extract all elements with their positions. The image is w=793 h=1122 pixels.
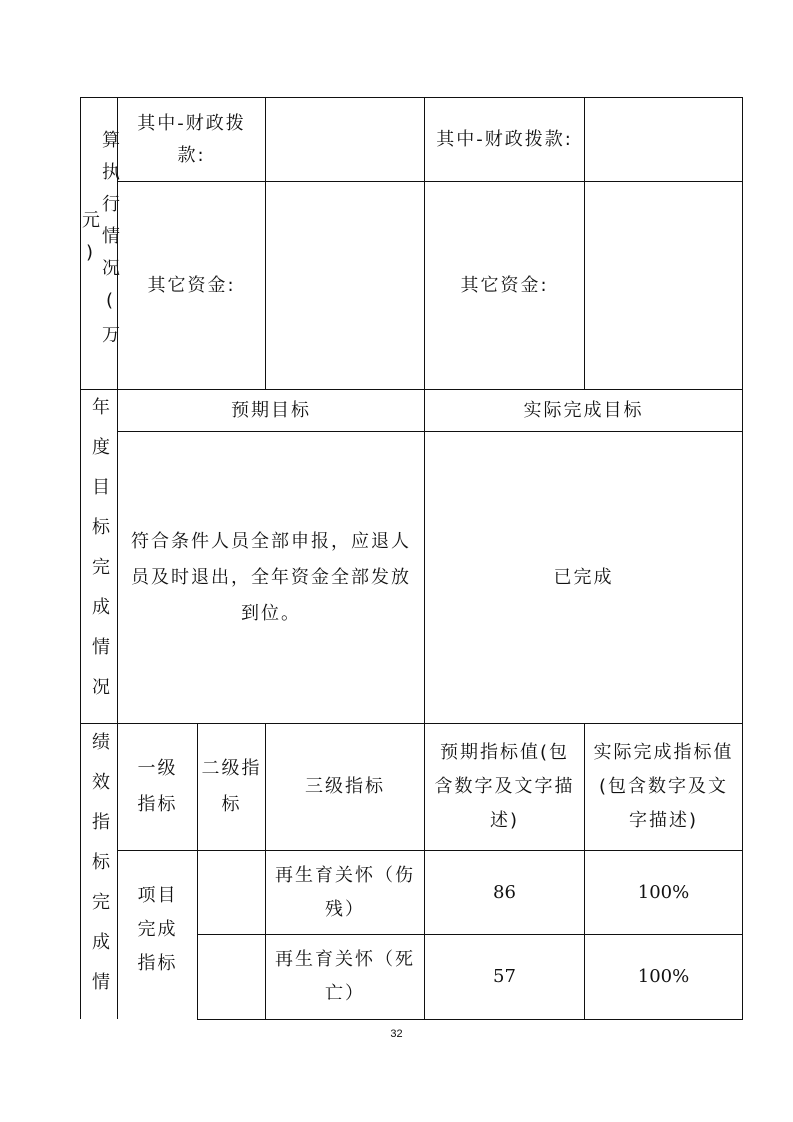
section-label-performance: [81, 724, 117, 1019]
level3-indicator-header: 三级指标: [305, 776, 385, 797]
section-label-text: 年度目标完成情况: [89, 396, 110, 717]
fiscal-allocation-value-left: [266, 98, 424, 181]
expected-goal-header: 预期目标: [231, 399, 311, 421]
section-label-text: 算执行情况(万元): [79, 130, 120, 357]
actual-goal-header: 实际完成目标: [523, 399, 644, 421]
expected-indicator-header: 预期指标值(包含数字及文字描述): [434, 742, 575, 831]
section-label-text: 绩效指标完成情: [89, 731, 110, 1012]
level2-indicator-value: [198, 851, 265, 934]
level1-indicator-header: 一级指标: [137, 758, 178, 815]
level1-indicator-value: 项目完成指标: [137, 885, 178, 974]
other-funds-label-right: 其它资金:: [460, 274, 549, 296]
level3-indicator-text: 再生育关怀（死亡）: [275, 949, 415, 1004]
section-label-budget-execution: [79, 98, 120, 389]
page-number: 32: [390, 1028, 403, 1040]
actual-indicator-value: 100%: [637, 966, 690, 987]
expected-indicator-value: 86: [493, 881, 516, 903]
actual-indicator-value: 100%: [637, 881, 690, 903]
section-label-annual-goal: [81, 390, 117, 723]
other-funds-label-left: 其它资金:: [147, 274, 236, 296]
level2-indicator-header: 二级指标: [201, 758, 262, 815]
grid-line: [197, 1019, 743, 1020]
level3-indicator-text: 再生育关怀（伤残）: [275, 864, 415, 920]
expected-goal-text: 符合条件人员全部申报，应退人员及时退出，全年资金全部发放到位。: [131, 530, 411, 624]
fiscal-allocation-label-left: 其中-财政拨款:: [137, 112, 246, 166]
other-funds-value-left: [266, 182, 424, 389]
other-funds-value-right: [585, 182, 742, 389]
table-row: [266, 851, 424, 934]
level2-indicator-value: [198, 935, 265, 1019]
table-border-right: [742, 97, 743, 1019]
actual-indicator-header: 实际完成指标值(包含数字及文字描述): [593, 742, 734, 831]
table-row: [266, 935, 424, 1019]
fiscal-allocation-label-right: 其中-财政拨款:: [436, 128, 573, 150]
report-table: [80, 97, 743, 1019]
expected-indicator-value: 57: [493, 966, 516, 987]
fiscal-allocation-value-right: [585, 98, 742, 181]
actual-goal-text: 已完成: [553, 566, 614, 588]
